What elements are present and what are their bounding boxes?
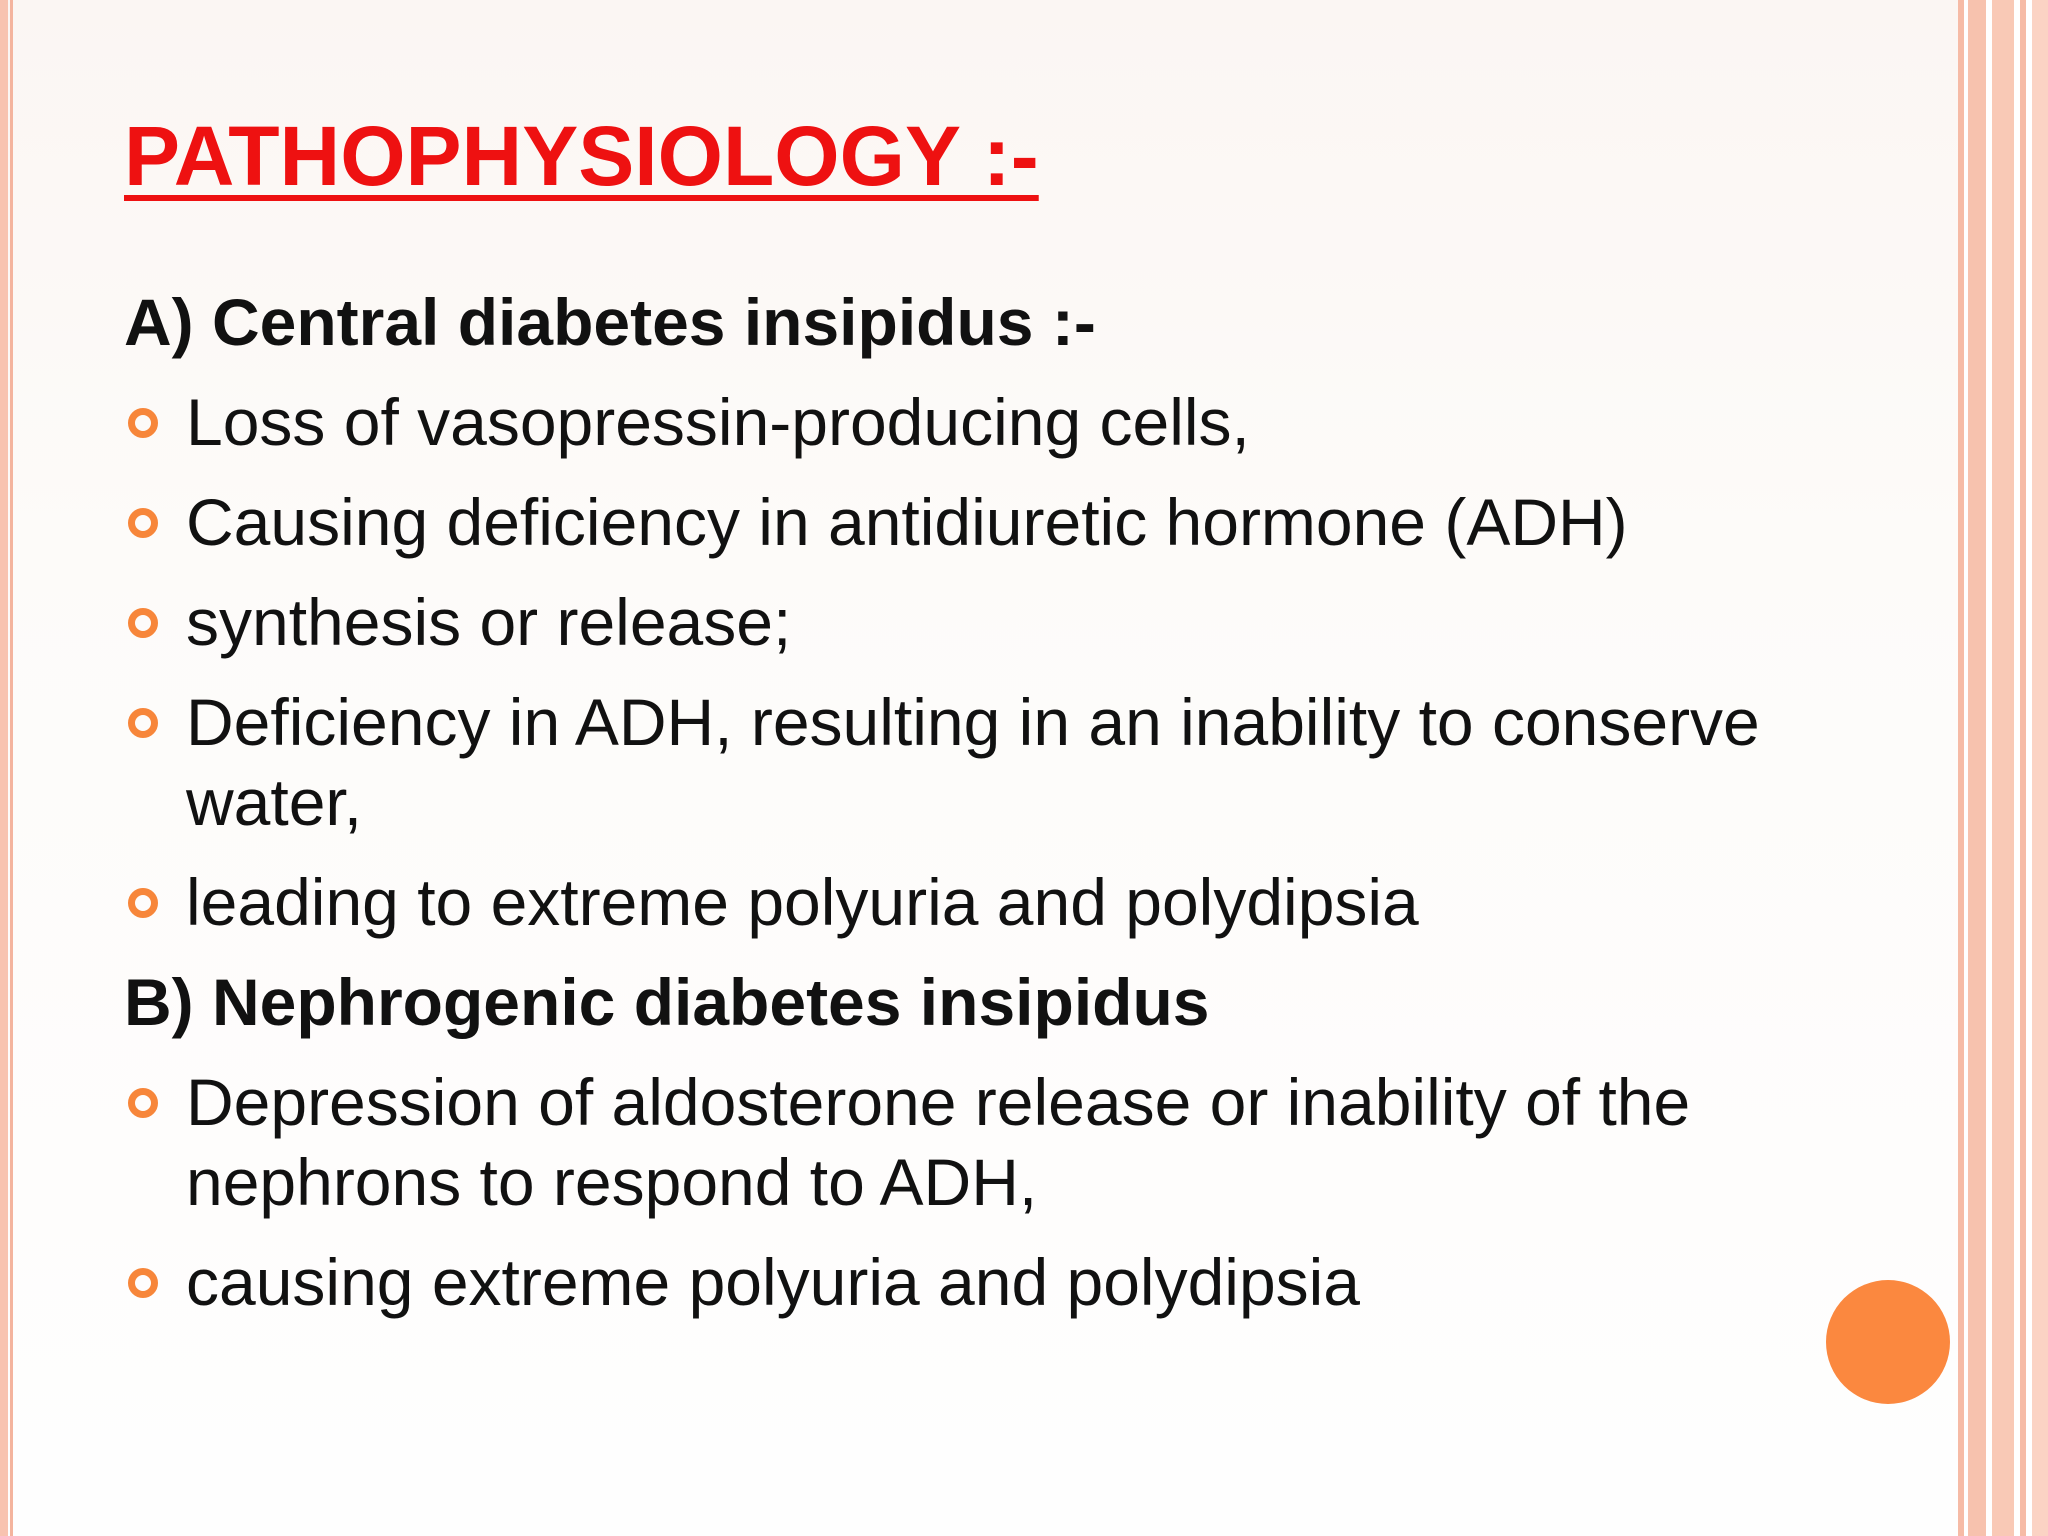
right-border-stripe (1992, 0, 2014, 1536)
hollow-circle-icon (128, 608, 158, 638)
bullet-item (124, 1062, 1844, 1222)
bullet-list (124, 382, 1844, 942)
bullet-item (124, 382, 1844, 462)
bullet-text: Causing deficiency in antidiuretic hormone (ADH) (186, 485, 1628, 559)
section-heading: A) Central diabetes insipidus :- (124, 285, 1096, 359)
bullet-text: Depression of aldosterone release or inability of the nephrons to respond to ADH, (186, 1065, 1691, 1219)
hollow-circle-icon (128, 1268, 158, 1298)
bullet-item (124, 1242, 1844, 1322)
right-border-decoration (1958, 0, 2048, 1536)
slide-title: PATHOPHYSIOLOGY :- (124, 109, 1039, 203)
right-border-stripe (1958, 0, 1964, 1536)
slide-content (124, 282, 1844, 1342)
bullet-item (124, 682, 1844, 842)
right-border-stripe (1968, 0, 1986, 1536)
bullet-item (124, 862, 1844, 942)
left-border-stripe (0, 0, 8, 1536)
right-border-stripe (2020, 0, 2026, 1536)
hollow-circle-icon (128, 408, 158, 438)
section-nephrogenic-diabetes-insipidus (124, 962, 1844, 1322)
hollow-circle-icon (128, 508, 158, 538)
hollow-circle-icon (128, 888, 158, 918)
bullet-item (124, 582, 1844, 662)
hollow-circle-icon (128, 708, 158, 738)
section-central-diabetes-insipidus (124, 282, 1844, 942)
bullet-list (124, 1062, 1844, 1322)
bullet-text: Deficiency in ADH, resulting in an inability to conserve water, (186, 685, 1760, 839)
bullet-item (124, 482, 1844, 562)
hollow-circle-icon (128, 1088, 158, 1118)
right-border-stripe (2032, 0, 2048, 1536)
bullet-text: Loss of vasopressin-producing cells, (186, 385, 1250, 459)
bullet-text: causing extreme polyuria and polydipsia (186, 1245, 1361, 1319)
left-border-stripe-thin (10, 0, 13, 1536)
orange-filled-circle-icon (1826, 1280, 1950, 1404)
section-heading: B) Nephrogenic diabetes insipidus (124, 965, 1210, 1039)
bullet-text: leading to extreme polyuria and polydipsia (186, 865, 1419, 939)
bullet-text: synthesis or release; (186, 585, 792, 659)
